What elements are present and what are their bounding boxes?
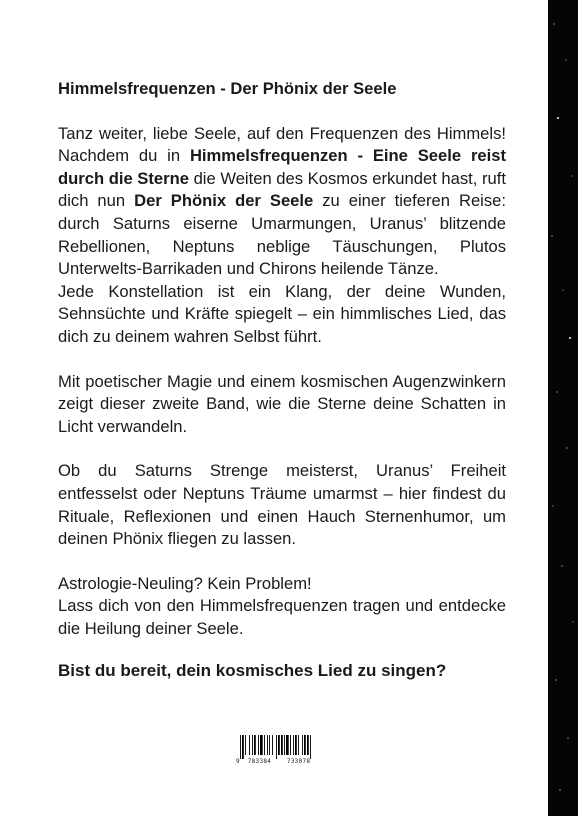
book-title: Himmelsfrequenzen - Der Phönix der Seele (58, 79, 397, 98)
barcode-bar (286, 735, 289, 755)
closing-question: Bist du bereit, dein kosmisches Lied zu singen? (58, 661, 447, 681)
paragraph-rituals: Ob du Saturns Strenge meisterst, Uranus’ Freiheit entfesselst oder Neptuns Träume umarmst – hier findest du Rituale, Reflexionen und einen Hauch Sternenhumor, um deinen Phönix fliegen zu lassen. (58, 461, 506, 549)
intro-text-3: zu einer tieferen Reise: durch Saturns eiserne Umarmungen, Uranus’ blitzende Rebellionen, Neptuns neblige Täuschungen, Plutos Unterwelts-Barrikaden und Chirons heilende Tänze. (58, 191, 506, 279)
isbn-barcode (236, 735, 340, 767)
barcode-bar (298, 735, 299, 755)
barcode-bar (267, 735, 268, 755)
barcode-bar (260, 735, 263, 755)
barcode-bar (281, 735, 283, 755)
barcode-bar (254, 735, 256, 755)
barcode-bar (293, 735, 294, 755)
barcode-bar (304, 735, 306, 755)
blurb-text (58, 78, 506, 683)
barcode-bar (284, 735, 285, 755)
barcode-bar (258, 735, 259, 755)
starfield-spine-strip (548, 0, 578, 816)
paragraph-magic: Mit poetischer Magie und einem kosmischen Augenzwinkern zeigt dieser zweite Band, wie die Sterne deine Schatten in Licht verwandeln. (58, 371, 506, 436)
barcode-bar (307, 735, 309, 755)
paragraph-constellation: Jede Konstellation ist ein Klang, der deine Wunden, Sehnsüchte und Kräfte spiegelt – ein himmlisches Lied, das dich zu deinem wahren Selbst führt. (58, 281, 506, 346)
barcode-bar (240, 735, 241, 759)
intro-text-1: Tanz weiter, liebe Seele, auf den Frequenzen des Himmels! Nachdem du in (58, 123, 506, 166)
barcode-bar (295, 735, 297, 755)
barcode-bar (276, 735, 277, 759)
barcode-bar (290, 735, 291, 755)
paragraph-beginner-line1: Astrologie-Neuling? Kein Problem! (58, 573, 312, 593)
paragraph-beginner-line2: Lass dich von den Himmelsfrequenzen tragen und entdecke die Heilung deiner Seele. (58, 596, 506, 638)
barcode-bar (252, 735, 253, 755)
intro-second-book-title: Der Phönix der Seele (134, 191, 314, 211)
barcode-bar (278, 735, 280, 755)
barcode-bars (240, 735, 340, 759)
barcode-bar (310, 735, 311, 759)
barcode-bar (272, 735, 273, 755)
barcode-digits: 9 783384 733078 (236, 758, 311, 765)
barcode-bar (249, 735, 250, 755)
barcode-bar (302, 735, 303, 755)
intro-text-2: die Weiten des Kosmos erkundet hast, ruft dich nun (58, 168, 506, 211)
barcode-bar (269, 735, 270, 755)
barcode-bar (242, 735, 244, 759)
paragraph-intro (58, 123, 506, 281)
barcode-bar (245, 735, 246, 755)
barcode-bar (264, 735, 265, 755)
intro-first-book-title: Himmelsfrequenzen - Eine Seele reist durch die Sterne (58, 146, 506, 188)
